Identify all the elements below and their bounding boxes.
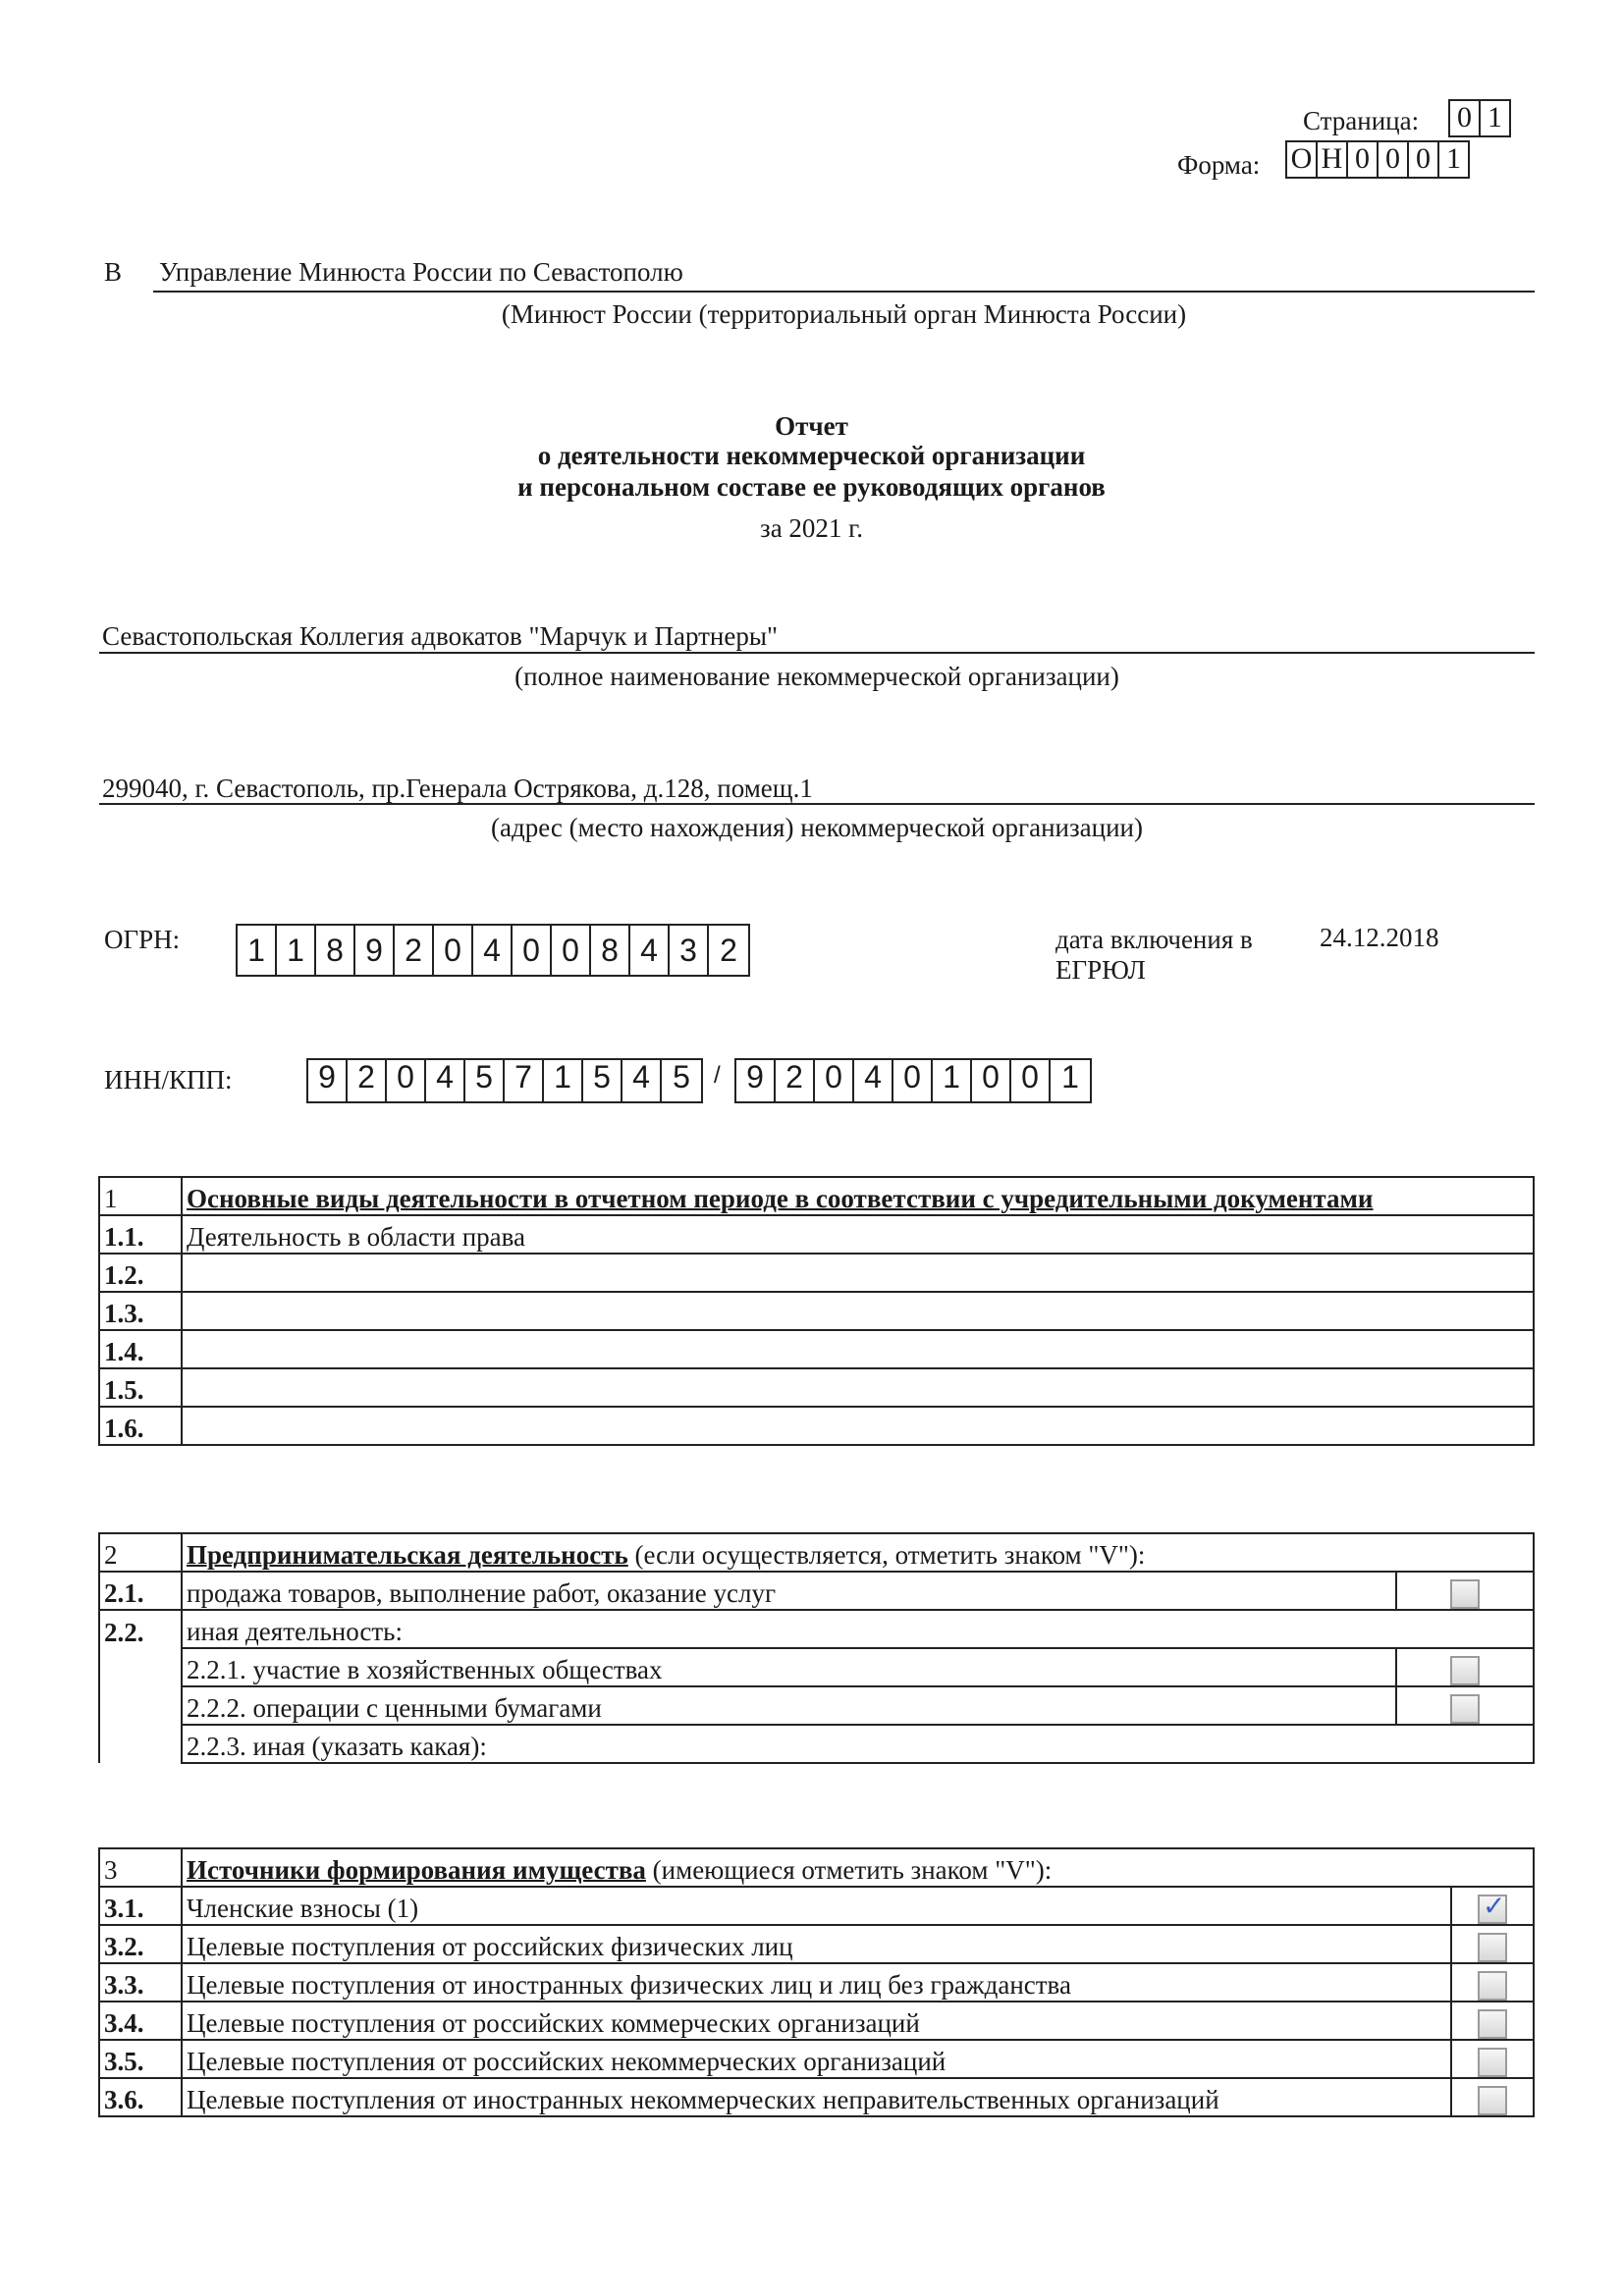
ogrn-digit: 2 bbox=[395, 926, 434, 975]
table-row bbox=[99, 1215, 1534, 1254]
row-text bbox=[182, 1254, 1534, 1292]
row-number: 2.2. bbox=[99, 1610, 182, 1648]
org-address: 299040, г. Севастополь, пр.Генерала Острякова, д.128, помещ.1 bbox=[102, 774, 813, 803]
table-row bbox=[99, 1610, 1534, 1648]
kpp-digits bbox=[734, 1058, 1092, 1103]
org-address-caption: (адрес (место нахождения) некоммерческой организации) bbox=[491, 813, 1143, 842]
row-text bbox=[182, 1330, 1534, 1368]
inn-digit: 5 bbox=[673, 1059, 690, 1095]
page-digit: 0 bbox=[1450, 99, 1481, 137]
row-text bbox=[182, 1407, 1534, 1445]
checkbox-2-1[interactable] bbox=[1450, 1579, 1480, 1609]
form-code-cell: 1 bbox=[1439, 140, 1470, 179]
checkbox-3-1[interactable] bbox=[1478, 1895, 1507, 1924]
section3-table bbox=[98, 1847, 1535, 2117]
table-row bbox=[99, 1407, 1534, 1445]
inn-digit: 1 bbox=[544, 1060, 583, 1101]
checkbox-cell bbox=[1451, 2078, 1534, 2116]
kpp-digit: 0 bbox=[972, 1060, 1011, 1101]
row-number: 3.3. bbox=[99, 1963, 182, 2002]
inn-kpp-label: ИНН/КПП: bbox=[104, 1065, 233, 1095]
section1-title-text: Основные виды деятельности в отчетном периоде в соответствии с учредительными документами bbox=[187, 1184, 1374, 1213]
section1-num: 1 bbox=[99, 1177, 182, 1215]
ogrn-digit: 0 bbox=[434, 926, 473, 975]
section3-title-text: Источники формирования имущества bbox=[187, 1855, 646, 1885]
checkbox-3-3[interactable] bbox=[1478, 1971, 1507, 2001]
section2-header-row bbox=[99, 1533, 1534, 1572]
section2-table bbox=[98, 1532, 1535, 1764]
ogrn-digit: 0 bbox=[513, 926, 552, 975]
inn-digit: 5 bbox=[465, 1060, 505, 1101]
kpp-digit: 0 bbox=[815, 1060, 854, 1101]
page-number-cells bbox=[1448, 99, 1511, 137]
table-row bbox=[99, 1572, 1534, 1610]
report-period: за 2021 г. bbox=[760, 513, 863, 543]
egrul-date-value: 24.12.2018 bbox=[1320, 923, 1439, 952]
checkbox-cell bbox=[1451, 1925, 1534, 1963]
inn-digit: 4 bbox=[426, 1060, 465, 1101]
kpp-digit: 9 bbox=[736, 1060, 776, 1101]
table-row bbox=[99, 1648, 1534, 1686]
page-label: Страница: bbox=[1303, 106, 1420, 135]
addressee-name: Управление Минюста России по Севастополю bbox=[159, 257, 683, 287]
inn-digit: 5 bbox=[583, 1060, 622, 1101]
row-text: 2.2.1. участие в хозяйственных обществах bbox=[182, 1648, 1396, 1686]
checkbox-cell bbox=[1396, 1686, 1534, 1725]
section1-header-row bbox=[99, 1177, 1534, 1215]
inn-digit: 2 bbox=[348, 1060, 387, 1101]
row-text: Целевые поступления от российских коммерческих организаций bbox=[182, 2002, 1451, 2040]
section2-num: 2 bbox=[99, 1533, 182, 1572]
section3-num: 3 bbox=[99, 1848, 182, 1887]
row-text: иная деятельность: bbox=[182, 1610, 1534, 1648]
checkbox-2-2-2[interactable] bbox=[1450, 1694, 1480, 1724]
checkbox-3-6[interactable] bbox=[1478, 2086, 1507, 2115]
row-text: 2.2.2. операции с ценными бумагами bbox=[182, 1686, 1396, 1725]
checkbox-cell bbox=[1451, 2002, 1534, 2040]
row-text: Целевые поступления от российских физических лиц bbox=[182, 1925, 1451, 1963]
form-code-cell: О bbox=[1287, 140, 1318, 179]
row-number: 3.4. bbox=[99, 2002, 182, 2040]
table-row bbox=[99, 1725, 1534, 1763]
checkbox-3-5[interactable] bbox=[1478, 2048, 1507, 2077]
org-name-line bbox=[99, 652, 1535, 654]
row-number: 1.5. bbox=[99, 1368, 182, 1407]
row-text bbox=[182, 1292, 1534, 1330]
row-number: 1.2. bbox=[99, 1254, 182, 1292]
kpp-digit: 0 bbox=[893, 1060, 933, 1101]
checkbox-cell bbox=[1451, 1963, 1534, 2002]
row-text: Целевые поступления от иностранных некоммерческих неправительственных организаций bbox=[182, 2078, 1451, 2116]
inn-digit: 7 bbox=[505, 1060, 544, 1101]
row-number-empty bbox=[99, 1648, 182, 1686]
section2-title bbox=[182, 1533, 1534, 1572]
row-text: 2.2.3. иная (указать какая): bbox=[182, 1725, 1534, 1763]
table-row bbox=[99, 1887, 1534, 1925]
inn-digits bbox=[306, 1058, 703, 1103]
row-number-empty bbox=[99, 1725, 182, 1763]
checkbox-3-4[interactable] bbox=[1478, 2009, 1507, 2039]
row-text: Членские взносы (1) bbox=[182, 1887, 1451, 1925]
org-name-caption: (полное наименование некоммерческой организации) bbox=[514, 662, 1119, 691]
ogrn-digit: 8 bbox=[591, 926, 630, 975]
row-number: 3.1. bbox=[99, 1887, 182, 1925]
addressee-line bbox=[153, 291, 1535, 293]
table-row bbox=[99, 1330, 1534, 1368]
org-address-line bbox=[99, 803, 1535, 805]
report-subtitle-2: и персональном составе ее руководящих органов bbox=[517, 472, 1106, 502]
form-label: Форма: bbox=[1177, 150, 1261, 180]
checkbox-cell bbox=[1396, 1648, 1534, 1686]
checkbox-cell bbox=[1451, 2040, 1534, 2078]
row-text: Деятельность в области права bbox=[182, 1215, 1534, 1254]
section2-title-note: (если осуществляется, отметить знаком "V"): bbox=[627, 1540, 1146, 1570]
row-text: Целевые поступления от иностранных физических лиц и лиц без гражданства bbox=[182, 1963, 1451, 2002]
form-code-cell: 0 bbox=[1348, 140, 1379, 179]
ogrn-digit: 4 bbox=[630, 926, 670, 975]
row-number: 3.2. bbox=[99, 1925, 182, 1963]
row-number: 2.1. bbox=[99, 1572, 182, 1610]
form-code-cells bbox=[1285, 140, 1470, 179]
ogrn-digit: 2 bbox=[720, 933, 737, 968]
row-text: продажа товаров, выполнение работ, оказание услуг bbox=[182, 1572, 1396, 1610]
ogrn-label: ОГРН: bbox=[104, 925, 181, 954]
ogrn-digit: 9 bbox=[355, 926, 395, 975]
report-title: Отчет bbox=[775, 411, 848, 441]
section3-title-note: (имеющиеся отметить знаком "V"): bbox=[645, 1855, 1053, 1885]
ogrn-digit: 1 bbox=[277, 926, 316, 975]
addressee-prefix: В bbox=[104, 257, 123, 287]
row-number: 1.3. bbox=[99, 1292, 182, 1330]
checkbox-2-2-1[interactable] bbox=[1450, 1656, 1480, 1685]
ogrn-digit: 1 bbox=[238, 926, 277, 975]
row-number: 3.6. bbox=[99, 2078, 182, 2116]
table-row bbox=[99, 1686, 1534, 1725]
checkbox-cell bbox=[1396, 1572, 1534, 1610]
row-number: 1.6. bbox=[99, 1407, 182, 1445]
inn-digit: 9 bbox=[308, 1060, 348, 1101]
row-number: 3.5. bbox=[99, 2040, 182, 2078]
table-row bbox=[99, 1292, 1534, 1330]
kpp-digit: 1 bbox=[933, 1060, 972, 1101]
inn-kpp-separator: / bbox=[714, 1062, 721, 1089]
section1-title bbox=[182, 1177, 1534, 1215]
ogrn-digit: 3 bbox=[670, 926, 709, 975]
egrul-date-label-2: ЕГРЮЛ bbox=[1055, 955, 1146, 985]
egrul-date-label-1: дата включения в bbox=[1055, 925, 1253, 954]
form-code-cell: 0 bbox=[1379, 140, 1409, 179]
row-text: Целевые поступления от российских некоммерческих организаций bbox=[182, 2040, 1451, 2078]
page-digit: 1 bbox=[1481, 99, 1511, 137]
org-name: Севастопольская Коллегия адвокатов "Марчук и Партнеры" bbox=[102, 621, 779, 651]
section2-title-text: Предпринимательская деятельность bbox=[187, 1540, 628, 1570]
table-row bbox=[99, 2040, 1534, 2078]
table-row bbox=[99, 1925, 1534, 1963]
section1-table bbox=[98, 1176, 1535, 1446]
kpp-digit: 0 bbox=[1011, 1060, 1051, 1101]
checkbox-cell bbox=[1451, 1887, 1534, 1925]
row-number: 1.4. bbox=[99, 1330, 182, 1368]
kpp-digit: 2 bbox=[776, 1060, 815, 1101]
inn-digit: 4 bbox=[622, 1060, 662, 1101]
ogrn-digits bbox=[236, 924, 750, 977]
row-number-empty bbox=[99, 1686, 182, 1725]
ogrn-digit: 4 bbox=[473, 926, 513, 975]
table-row bbox=[99, 1368, 1534, 1407]
section3-header-row bbox=[99, 1848, 1534, 1887]
form-code-cell: 0 bbox=[1409, 140, 1439, 179]
form-code-cell: Н bbox=[1318, 140, 1348, 179]
table-row bbox=[99, 2002, 1534, 2040]
table-row bbox=[99, 2078, 1534, 2116]
row-text bbox=[182, 1368, 1534, 1407]
table-row bbox=[99, 1254, 1534, 1292]
kpp-digit: 4 bbox=[854, 1060, 893, 1101]
addressee-caption: (Минюст России (территориальный орган Минюста России) bbox=[501, 299, 1187, 329]
kpp-digit: 1 bbox=[1061, 1059, 1079, 1095]
report-subtitle-1: о деятельности некоммерческой организации bbox=[537, 441, 1086, 470]
table-row bbox=[99, 1963, 1534, 2002]
checkbox-3-2[interactable] bbox=[1478, 1933, 1507, 1962]
ogrn-digit: 8 bbox=[316, 926, 355, 975]
row-number: 1.1. bbox=[99, 1215, 182, 1254]
ogrn-digit: 0 bbox=[552, 926, 591, 975]
section3-title bbox=[182, 1848, 1534, 1887]
inn-digit: 0 bbox=[387, 1060, 426, 1101]
